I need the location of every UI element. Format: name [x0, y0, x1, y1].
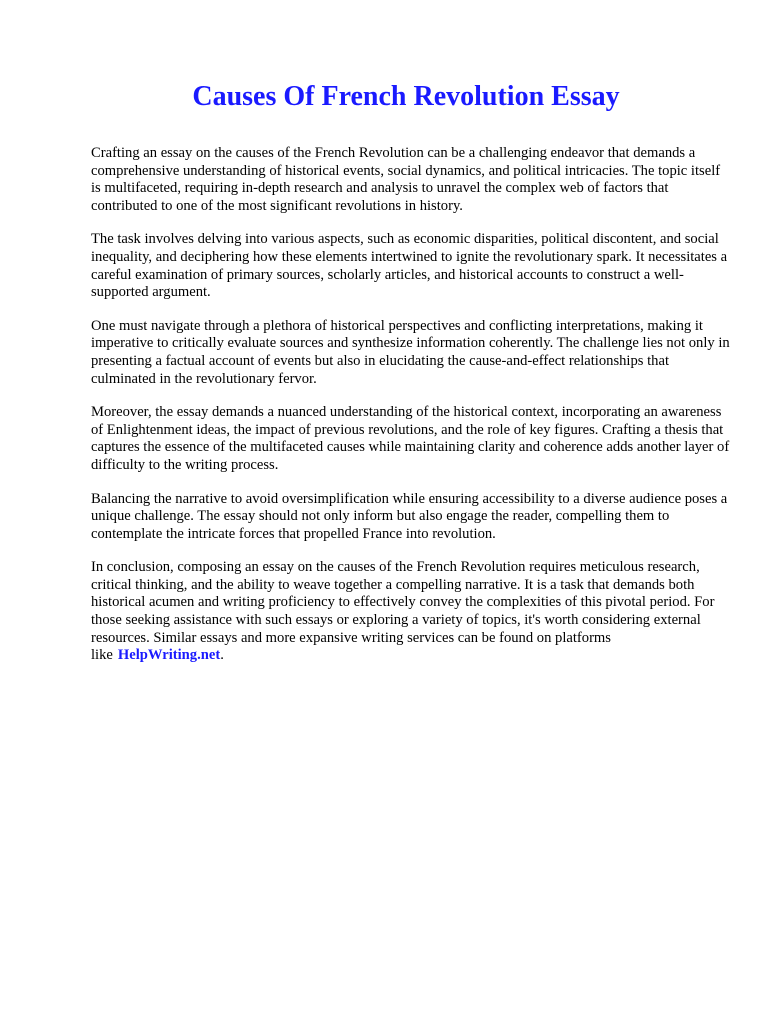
document-body — [91, 145, 731, 681]
conclusion-period: . — [220, 647, 224, 664]
paragraph-conclusion — [91, 559, 731, 665]
paragraph-5: Balancing the narrative to avoid oversimplification while ensuring accessibility to a diverse audience poses a unique challenge. The essay should not only inform but also engage the reader, compelling them to contemplate the intricate forces that propelled France into revolution. — [91, 490, 728, 542]
helpwriting-link[interactable]: HelpWriting.net — [117, 647, 221, 664]
conclusion-text: In conclusion, composing an essay on the causes of the French Revolution requires meticulous research, critical thinking, and the ability to weave together a compelling narrative. It is a task that demands both historical acumen and writing proficiency to effectively convey the complexities of this pivotal period. For those seeking assistance with such essays or exploring a variety of topics, it's worth considering external resources. Similar essays and more expansive writing services can be found on platforms like — [91, 559, 715, 664]
paragraph-2: The task involves delving into various aspects, such as economic disparities, political discontent, and social inequality, and deciphering how these elements intertwined to ignite the revolutionary spark. It necessitates a careful examination of primary sources, scholarly articles, and historical accounts to construct a well-supported argument. — [91, 231, 728, 301]
paragraph-3: One must navigate through a plethora of historical perspectives and conflicting interpretations, making it imperative to critically evaluate sources and synthesize information coherently. The challenge lies not only in presenting a factual account of events but also in elucidating the cause-and-effect relationships that culminated in the revolutionary fervor. — [91, 317, 730, 387]
paragraph-4: Moreover, the essay demands a nuanced understanding of the historical context, incorporating an awareness of Enlightenment ideas, the impact of previous revolutions, and the role of key figures. Crafting a thesis that captures the essence of the multifaceted causes while maintaining clarity and coherence adds another layer of difficulty to the writing process. — [91, 404, 730, 473]
paragraph-1: Crafting an essay on the causes of the French Revolution can be a challenging endeavor that demands a comprehensive understanding of historical events, social dynamics, and political intricacies. The topic itself is multifaceted, requiring in-depth research and analysis to unravel the complex web of factors that contributed to one of the most significant revolutions in history. — [91, 145, 721, 214]
document-title: Causes Of French Revolution Essay — [192, 81, 620, 112]
